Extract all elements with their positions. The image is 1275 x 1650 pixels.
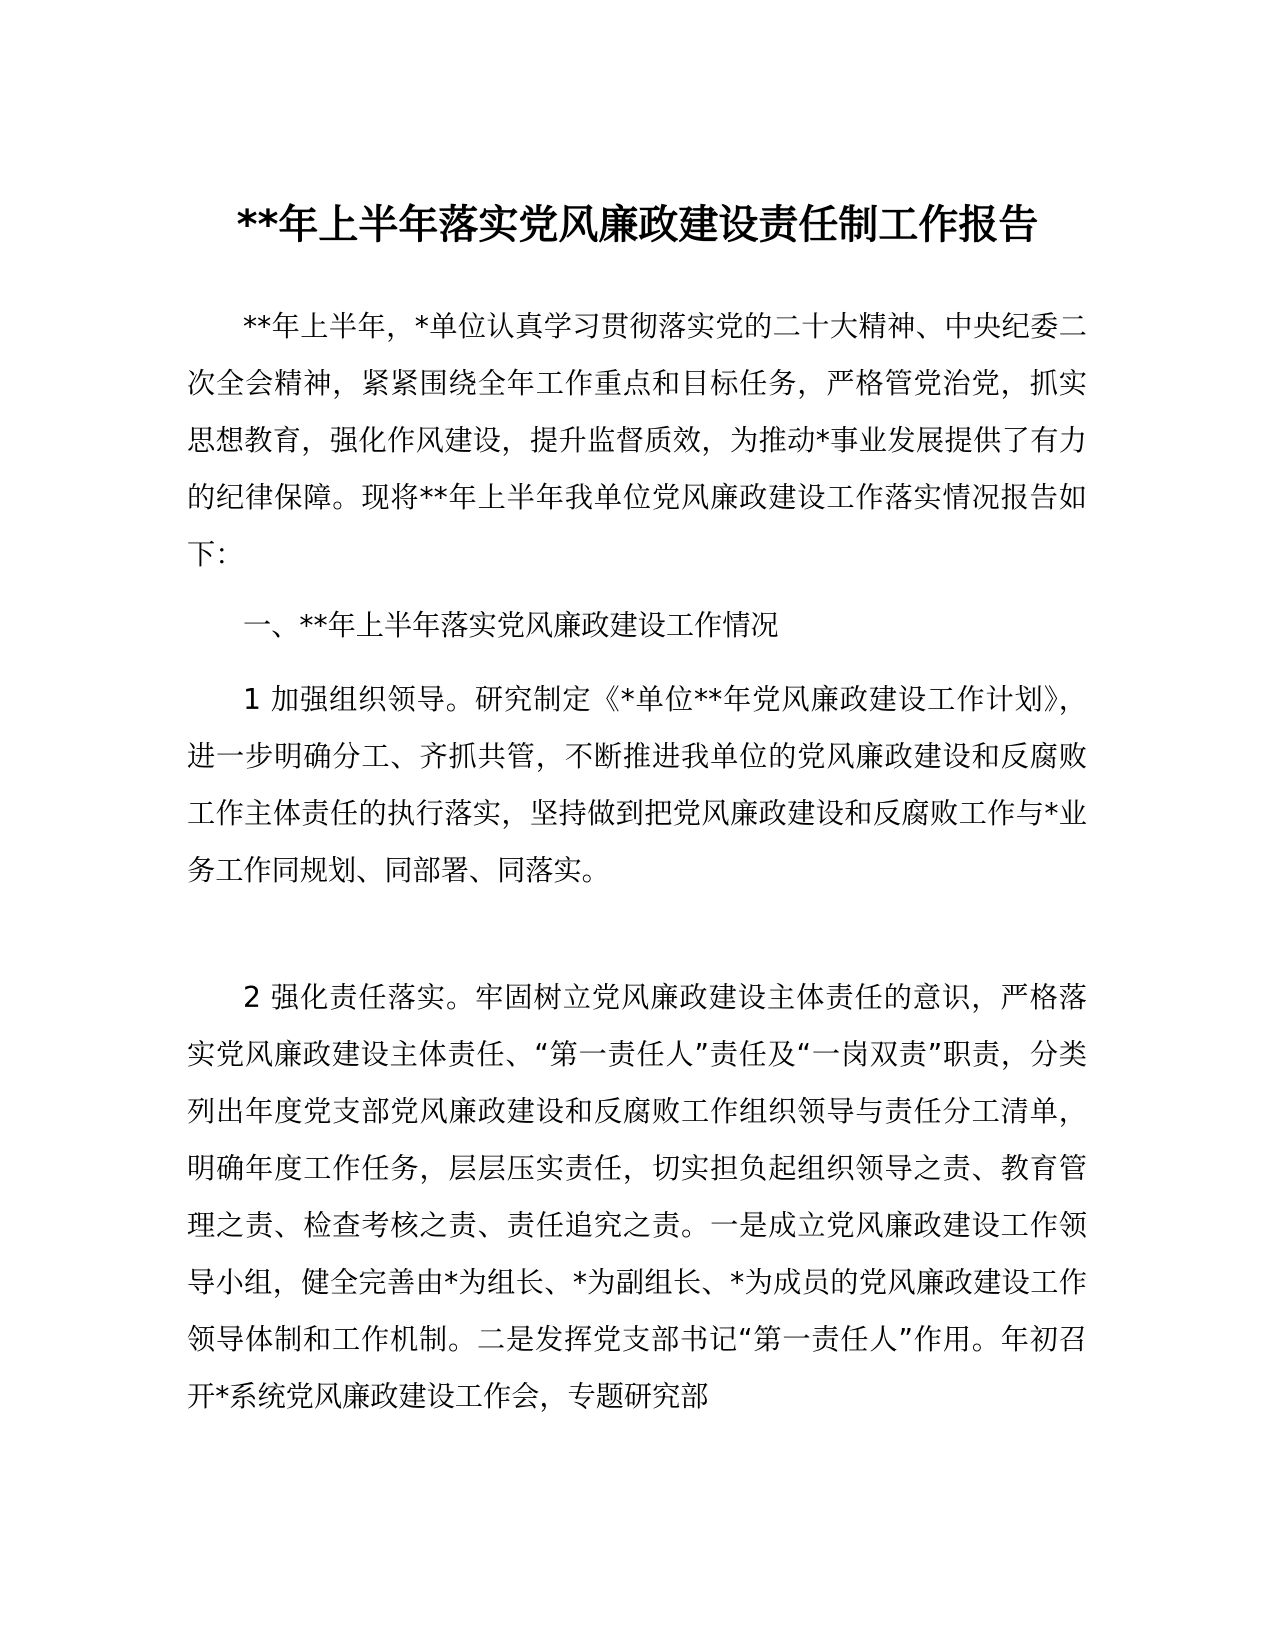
paragraph-intro: **年上半年，*单位认真学习贯彻落实党的二十大精神、中央纪委二次全会精神，紧紧围绕全年工作重点和目标任务，严格管党治党，抓实思想教育，强化作风建设，提升监督质效，为推动*事业发展提供了有力的纪律保障。现将**年上半年我单位党风廉政建设工作落实情况报告如下： (187, 310, 1087, 571)
section-heading-1: 一、**年上半年落实党风廉政建设工作情况 (243, 609, 779, 642)
paragraph-item-2: 2 强化责任落实。牢固树立党风廉政建设主体责任的意识，严格落实党风廉政建设主体责任、“第一责任人”责任及“一岗双责”职责，分类列出年度党支部党风廉政建设和反腐败工作组织领导与责任分工清单，明确年度工作任务，层层压实责任，切实担负起组织领导之责、教育管理之责、检查考核之责、责任追究之责。一是成立党风廉政建设工作领导小组，健全完善由*为组长、*为副组长、*为成员的党风廉政建设工作领导体制和工作机制。二是发挥党支部书记“第一责任人”作用。年初召开*系统党风廉政建设工作会，专题研究部 (187, 981, 1087, 1413)
paragraph-item-1: 1 加强组织领导。研究制定《*单位**年党风廉政建设工作计划》，进一步明确分工、齐抓共管，不断推进我单位的党风廉政建设和反腐败工作主体责任的执行落实，坚持做到把党风廉政建设和反腐败工作与*业务工作同规划、同部署、同落实。 (187, 683, 1087, 887)
document-title: **年上半年落实党风廉政建设责任制工作报告 (236, 202, 1039, 248)
